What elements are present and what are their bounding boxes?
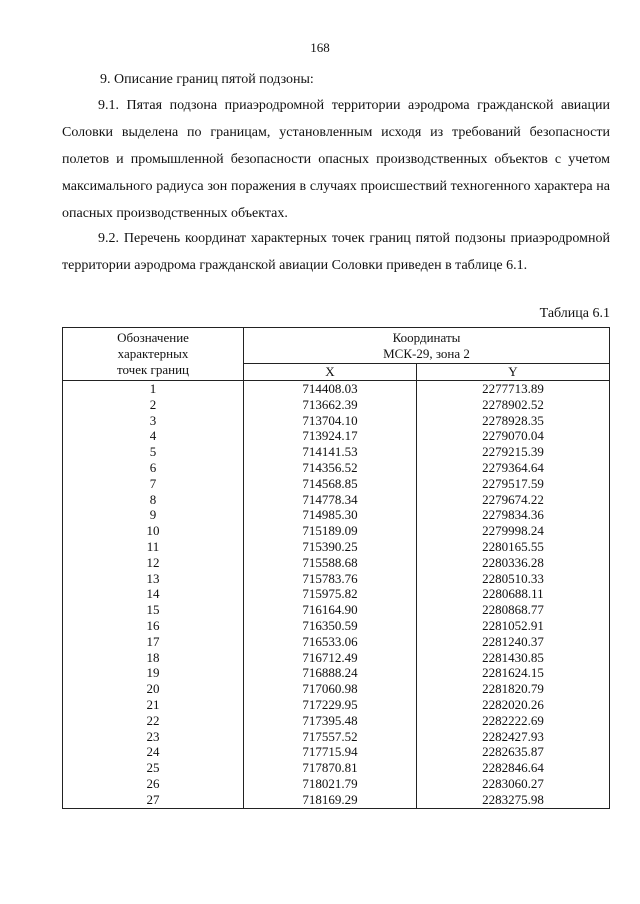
y-coordinate-cell: 2277713.89 — [417, 381, 610, 397]
point-number-cell: 19 — [63, 665, 244, 681]
table-row — [63, 665, 610, 681]
x-coordinate-cell: 716888.24 — [244, 665, 417, 681]
header-y: Y — [417, 364, 610, 381]
point-number-cell: 5 — [63, 444, 244, 460]
point-number-cell: 20 — [63, 681, 244, 697]
y-coordinate-cell: 2282222.69 — [417, 713, 610, 729]
y-coordinate-cell: 2279998.24 — [417, 523, 610, 539]
y-coordinate-cell: 2282427.93 — [417, 729, 610, 745]
page-number: 168 — [310, 40, 330, 55]
point-number-cell: 24 — [63, 744, 244, 760]
header-x: X — [244, 364, 417, 381]
y-coordinate-cell: 2279834.36 — [417, 507, 610, 523]
header-coordinates-line: МСК-29, зона 2 — [383, 346, 470, 361]
table-caption: Таблица 6.1 — [539, 306, 610, 321]
table-row — [63, 776, 610, 792]
table-row — [63, 697, 610, 713]
point-number-cell: 17 — [63, 634, 244, 650]
table-row — [63, 507, 610, 523]
point-number-cell: 1 — [63, 381, 244, 397]
y-coordinate-cell: 2281624.15 — [417, 665, 610, 681]
x-coordinate-cell: 714568.85 — [244, 476, 417, 492]
x-coordinate-cell: 717060.98 — [244, 681, 417, 697]
x-coordinate-cell: 714408.03 — [244, 381, 417, 397]
y-coordinate-cell: 2282846.64 — [417, 760, 610, 776]
point-number-cell: 22 — [63, 713, 244, 729]
x-coordinate-cell: 716350.59 — [244, 618, 417, 634]
y-coordinate-cell: 2281240.37 — [417, 634, 610, 650]
point-number-cell: 26 — [63, 776, 244, 792]
y-coordinate-cell: 2281820.79 — [417, 681, 610, 697]
point-number-cell: 23 — [63, 729, 244, 745]
point-number-cell: 6 — [63, 460, 244, 476]
point-number-cell: 8 — [63, 492, 244, 508]
x-coordinate-cell: 717395.48 — [244, 713, 417, 729]
table-row — [63, 586, 610, 602]
point-number-cell: 10 — [63, 523, 244, 539]
table-row — [63, 460, 610, 476]
y-coordinate-cell: 2279674.22 — [417, 492, 610, 508]
y-coordinate-cell: 2280510.33 — [417, 571, 610, 587]
y-coordinate-cell: 2280165.55 — [417, 539, 610, 555]
x-coordinate-cell: 717870.81 — [244, 760, 417, 776]
x-coordinate-cell: 715588.68 — [244, 555, 417, 571]
header-point-label-line: Обозначение — [117, 330, 189, 345]
table-row — [63, 381, 610, 397]
y-coordinate-cell: 2280688.11 — [417, 586, 610, 602]
x-coordinate-cell: 718021.79 — [244, 776, 417, 792]
point-number-cell: 3 — [63, 413, 244, 429]
x-coordinate-cell: 718169.29 — [244, 792, 417, 808]
table-row — [63, 555, 610, 571]
x-coordinate-cell: 717715.94 — [244, 744, 417, 760]
table-row — [63, 492, 610, 508]
point-number-cell: 27 — [63, 792, 244, 808]
x-coordinate-cell: 715975.82 — [244, 586, 417, 602]
table-row — [63, 792, 610, 808]
table-row — [63, 476, 610, 492]
header-point-label — [63, 328, 244, 381]
coordinates-table — [62, 327, 610, 809]
x-coordinate-cell: 716712.49 — [244, 650, 417, 666]
table-row — [63, 602, 610, 618]
point-number-cell: 21 — [63, 697, 244, 713]
table-row — [63, 539, 610, 555]
y-coordinate-cell: 2279070.04 — [417, 428, 610, 444]
y-coordinate-cell: 2279364.64 — [417, 460, 610, 476]
x-coordinate-cell: 715390.25 — [244, 539, 417, 555]
y-coordinate-cell: 2278928.35 — [417, 413, 610, 429]
point-number-cell: 15 — [63, 602, 244, 618]
point-number-cell: 25 — [63, 760, 244, 776]
point-number-cell: 9 — [63, 507, 244, 523]
point-number-cell: 2 — [63, 397, 244, 413]
x-coordinate-cell: 713662.39 — [244, 397, 417, 413]
table-row — [63, 729, 610, 745]
header-point-label-line: точек границ — [116, 361, 190, 377]
y-coordinate-cell: 2281052.91 — [417, 618, 610, 634]
table-body — [63, 381, 610, 809]
y-coordinate-cell: 2281430.85 — [417, 650, 610, 666]
section-heading: 9. Описание границ пятой подзоны: — [100, 72, 314, 87]
y-coordinate-cell: 2283275.98 — [417, 792, 610, 808]
point-number-cell: 4 — [63, 428, 244, 444]
paragraph-9-1: 9.1. Пятая подзона приаэродромной территории аэродрома гражданской авиации Соловки выделена по границам, установленным исходя из требований безопасности полетов и промышленной безопасности опасных производственных объектов с учетом максимального радиуса зон поражения в случаях происшествий техногенного характера на опасных производственных объектах. — [62, 98, 610, 221]
x-coordinate-cell: 715189.09 — [244, 523, 417, 539]
table-row — [63, 571, 610, 587]
table-row — [63, 760, 610, 776]
x-coordinate-cell: 716533.06 — [244, 634, 417, 650]
x-coordinate-cell: 713924.17 — [244, 428, 417, 444]
table-row — [63, 413, 610, 429]
x-coordinate-cell: 716164.90 — [244, 602, 417, 618]
point-number-cell: 7 — [63, 476, 244, 492]
x-coordinate-cell: 714356.52 — [244, 460, 417, 476]
x-coordinate-cell: 713704.10 — [244, 413, 417, 429]
table-row — [63, 650, 610, 666]
point-number-cell: 14 — [63, 586, 244, 602]
x-coordinate-cell: 717557.52 — [244, 729, 417, 745]
point-number-cell: 18 — [63, 650, 244, 666]
y-coordinate-cell: 2280868.77 — [417, 602, 610, 618]
x-coordinate-cell: 714778.34 — [244, 492, 417, 508]
table-row — [63, 618, 610, 634]
table-row — [63, 713, 610, 729]
table-row — [63, 681, 610, 697]
x-coordinate-cell: 717229.95 — [244, 697, 417, 713]
x-coordinate-cell: 715783.76 — [244, 571, 417, 587]
header-coordinates — [244, 328, 610, 364]
y-coordinate-cell: 2279215.39 — [417, 444, 610, 460]
y-coordinate-cell: 2279517.59 — [417, 476, 610, 492]
y-coordinate-cell: 2280336.28 — [417, 555, 610, 571]
x-coordinate-cell: 714141.53 — [244, 444, 417, 460]
table-row — [63, 428, 610, 444]
point-number-cell: 11 — [63, 539, 244, 555]
y-coordinate-cell: 2282635.87 — [417, 744, 610, 760]
y-coordinate-cell: 2283060.27 — [417, 776, 610, 792]
point-number-cell: 16 — [63, 618, 244, 634]
paragraph-9-2: 9.2. Перечень координат характерных точек границ пятой подзоны приаэродромной территории аэродрома гражданской авиации Соловки приведен в таблице 6.1. — [62, 231, 610, 273]
point-number-cell: 12 — [63, 555, 244, 571]
header-point-label-line: характерных — [117, 345, 189, 361]
y-coordinate-cell: 2278902.52 — [417, 397, 610, 413]
point-number-cell: 13 — [63, 571, 244, 587]
table-row — [63, 634, 610, 650]
table-row — [63, 397, 610, 413]
table-row — [63, 444, 610, 460]
y-coordinate-cell: 2282020.26 — [417, 697, 610, 713]
header-coordinates-line: Координаты — [392, 330, 461, 346]
x-coordinate-cell: 714985.30 — [244, 507, 417, 523]
table-row — [63, 744, 610, 760]
table-row — [63, 523, 610, 539]
